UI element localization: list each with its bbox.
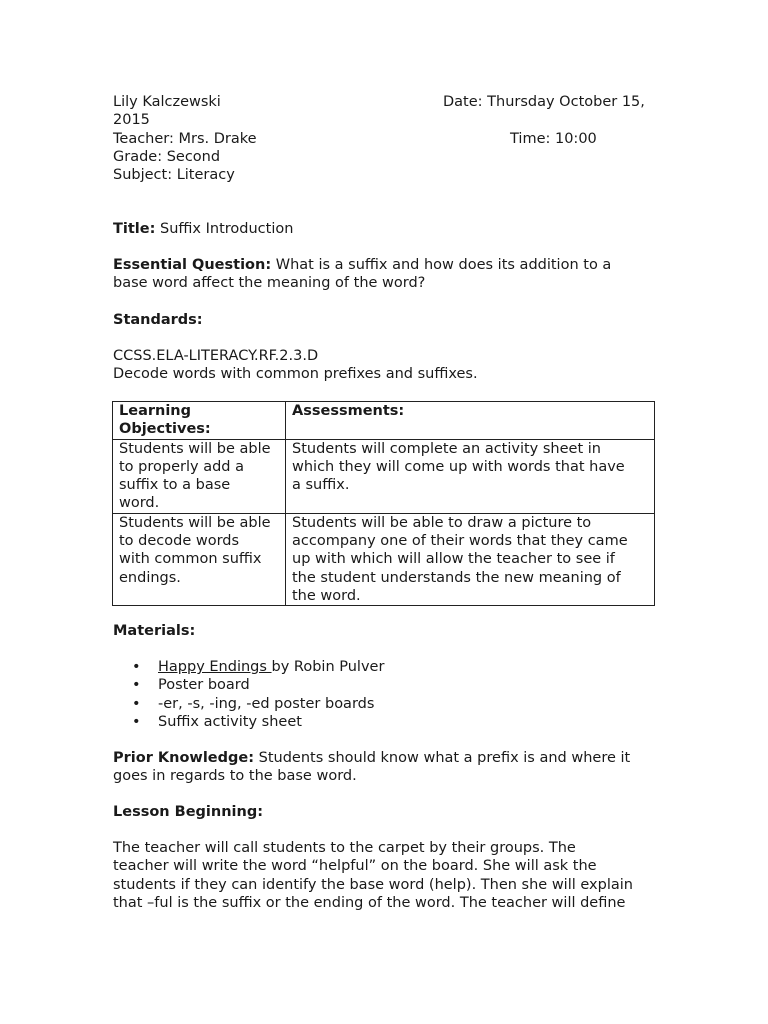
standards-code: CCSS.ELA-LITERACY.RF.2.3.D: [113, 348, 319, 364]
standards-label: Standards:: [113, 312, 203, 328]
title-value: Suffix Introduction: [160, 221, 294, 237]
lesson-beginning-label: Lesson Beginning:: [113, 804, 264, 820]
lesson-beginning-text: The teacher will call students to the carpet by their groups. The teacher will write the word “helpful” on the board. She will ask the students if they can identify the base word (help). Then she will explain that –ful is the suffix or the ending of the word. The teacher will define: [113, 840, 633, 911]
table-row: [113, 513, 655, 605]
table-header-row: [113, 402, 655, 440]
objective-cell: Students will be able to decode words with common suffix endings.: [113, 513, 286, 605]
list-item: • Suffix activity sheet: [158, 713, 384, 731]
prior-knowledge-line1: Students should know what a prefix is and where it: [258, 750, 631, 766]
lesson-year: 2015: [113, 112, 150, 128]
materials-list: [113, 658, 384, 731]
assessments-header: Assessments:: [286, 402, 655, 440]
title-label: Title:: [113, 221, 156, 237]
assessment-cell: Students will complete an activity sheet in which they will come up with words that have a suffix.: [286, 439, 655, 513]
student-name: Lily Kalczewski: [113, 94, 221, 110]
list-item: • Poster board: [158, 676, 384, 694]
prior-knowledge-label: Prior Knowledge:: [113, 750, 255, 766]
essential-question-label: Essential Question:: [113, 257, 272, 273]
lesson-date: Date: Thursday October 15,: [443, 94, 645, 110]
list-item: • -er, -s, -ing, -ed poster boards: [158, 695, 384, 713]
prior-knowledge-line2: goes in regards to the base word.: [113, 768, 357, 785]
objective-cell: Students will be able to properly add a suffix to a base word.: [113, 439, 286, 513]
grade-level: Grade: Second: [113, 149, 221, 165]
teacher-name: Teacher: Mrs. Drake: [113, 131, 257, 147]
subject: Subject: Literacy: [113, 167, 235, 183]
objectives-assessments-table: [112, 401, 655, 606]
objectives-header: Learning Objectives:: [113, 402, 286, 440]
book-title: Happy Endings: [158, 659, 272, 675]
list-item: [158, 658, 384, 676]
essential-question-line1: What is a suffix and how does its addition to a: [275, 257, 612, 273]
lesson-time: Time: 10:00: [510, 131, 597, 147]
prior-knowledge: [113, 749, 658, 786]
materials-label: Materials:: [113, 623, 196, 639]
table-row: [113, 439, 655, 513]
standards-text: Decode words with common prefixes and suffixes.: [113, 366, 478, 382]
book-author: by Robin Pulver: [271, 659, 385, 675]
assessment-cell: Students will be able to draw a picture to accompany one of their words that they came up with which will allow the teacher to see if the student understands the new meaning of the word.: [286, 513, 655, 605]
essential-question-line2: base word affect the meaning of the word?: [113, 275, 426, 292]
essential-question: [113, 256, 658, 293]
title-line: [113, 220, 293, 238]
